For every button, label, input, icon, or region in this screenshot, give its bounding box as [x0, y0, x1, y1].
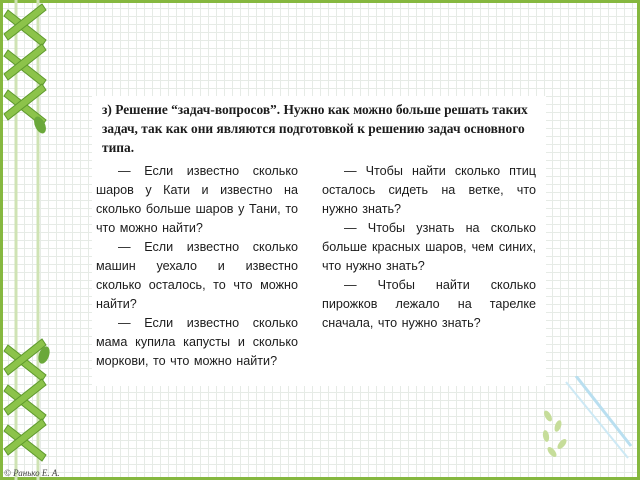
bamboo-decoration	[536, 376, 636, 466]
question-item: — Если известно сколько шаров у Кати и известно на сколько больше шаров у Тани, то что можно найти?	[96, 164, 298, 235]
question-item: — Если известно сколько машин уехало и известно сколько осталось, то что можно найти?	[96, 240, 298, 311]
intro-paragraph: з) Решение “задач-вопросов”. Нужно как можно больше решать таких задач, так как они являются подготовкой к решению задач основного типа.	[102, 102, 528, 155]
left-question-column	[96, 162, 298, 371]
author-credit: © Ранько Е. А.	[4, 468, 60, 478]
question-item: — Чтобы найти сколько пирожков лежало на тарелке сначала, что нужно знать?	[322, 278, 536, 330]
question-item: — Чтобы узнать на сколько больше красных шаров, чем синих, что нужно знать?	[322, 221, 536, 273]
question-item: — Чтобы найти сколько птиц осталось сидеть на ветке, что нужно знать?	[322, 164, 536, 216]
ribbon-decoration	[2, 0, 52, 480]
slide-text-block	[92, 96, 546, 386]
question-item: — Если известно сколько мама купила капусты и сколько моркови, то что можно найти?	[96, 316, 298, 368]
right-question-column	[322, 162, 536, 333]
